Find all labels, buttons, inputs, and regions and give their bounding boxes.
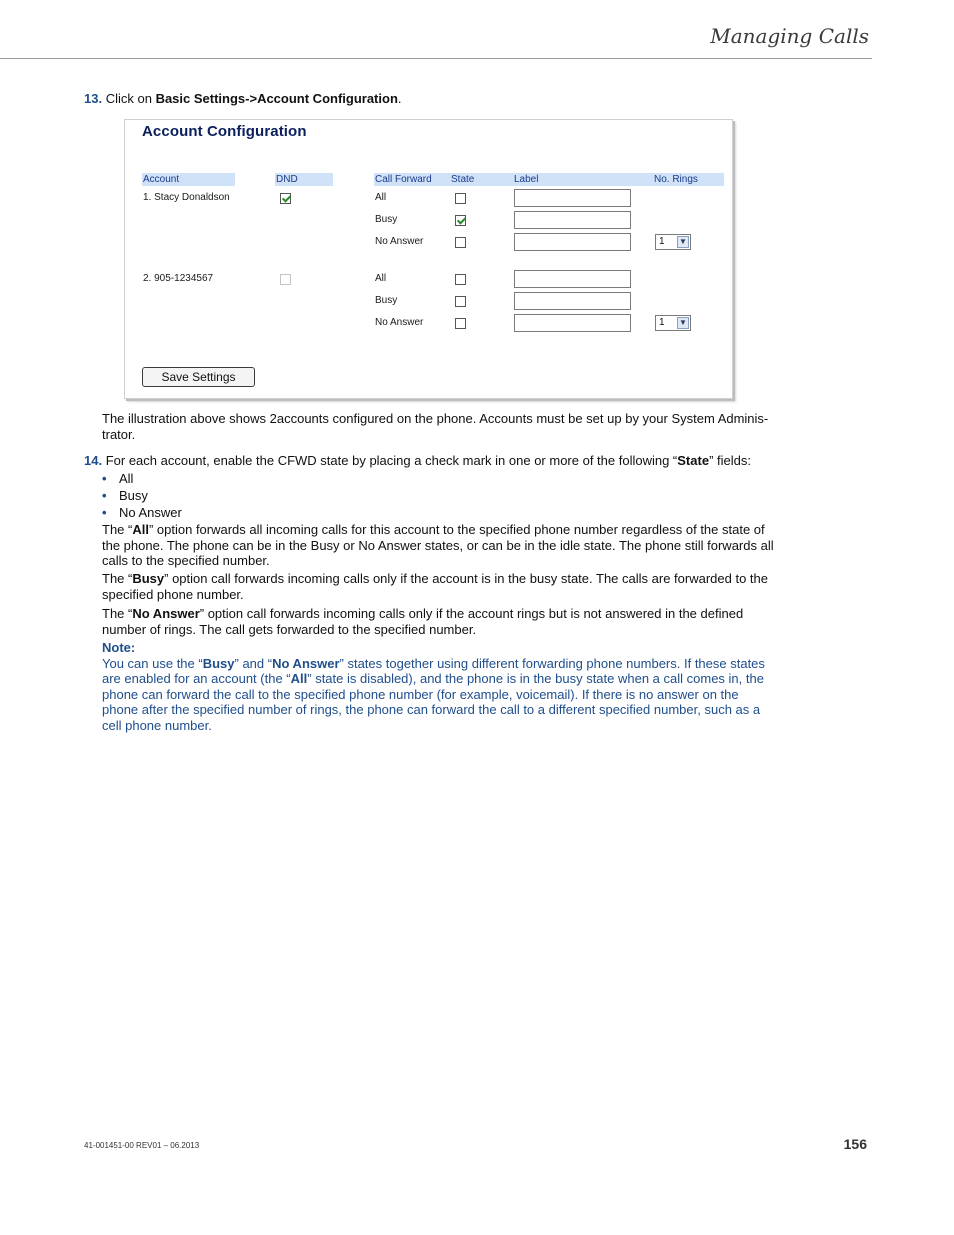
column-header-no-rings: No. Rings <box>653 173 724 186</box>
label-input[interactable] <box>514 314 631 332</box>
dnd-checkbox[interactable] <box>280 274 291 285</box>
paragraph-text: ” option call forwards incoming calls only if the account is in the busy state. The calls are forwarded to the specified phone number. <box>102 571 768 602</box>
page-number: 156 <box>843 1136 867 1152</box>
step-number: 14. <box>84 453 103 468</box>
no-rings-select[interactable] <box>655 315 691 331</box>
menu-path: Basic Settings->Account Configuration <box>155 91 398 106</box>
chevron-down-icon[interactable]: ▼ <box>677 317 689 329</box>
paragraph-text: ” option call forwards incoming calls only if the account rings but is not answered in the defined number of rings. The call gets forwarded to the specified number. <box>102 606 744 637</box>
list-item-text: Busy <box>119 488 148 503</box>
call-forward-mode: Busy <box>375 214 398 225</box>
step-text-end: . <box>397 91 402 106</box>
bullet-icon: • <box>102 505 107 520</box>
note-text: ” state is disabled), and the phone is in the busy state when a call comes in, the phone can forward the call to the specified phone number (for example, voicemail). If there is no answer on the phone after the specified number of rings, the phone can forward the call to a different specified number, such as a cell phone number. <box>102 671 764 733</box>
list-item-text: No Answer <box>119 505 182 520</box>
label-input[interactable] <box>514 270 631 288</box>
step-text-end: ” fields: <box>709 453 751 468</box>
state-checkbox[interactable] <box>455 274 466 285</box>
label-input[interactable] <box>514 292 631 310</box>
call-forward-mode: Busy <box>375 295 398 306</box>
list-item <box>102 470 182 487</box>
state-checkbox[interactable] <box>455 296 466 307</box>
step-text: For each account, enable the CFWD state by placing a check mark in one or more of the following “ <box>105 453 678 468</box>
paragraph-text: The “ <box>102 571 133 586</box>
column-header-state: State <box>450 173 513 186</box>
no-rings-select[interactable] <box>655 234 691 250</box>
account-configuration-panel <box>124 119 733 399</box>
page-header-title: Managing Calls <box>710 24 869 48</box>
note-keyword: Busy <box>202 655 235 671</box>
no-answer-option-paragraph <box>102 606 774 637</box>
label-input[interactable] <box>514 233 631 251</box>
label-input[interactable] <box>514 189 631 207</box>
accounts-paragraph: The illustration above shows 2accounts configured on the phone. Accounts must be set up by your System Adminis-trator. <box>102 411 769 442</box>
account-name: 2. 905-1234567 <box>143 273 214 284</box>
state-options-list <box>102 470 182 521</box>
step-13 <box>84 91 402 107</box>
list-item-text: All <box>119 471 134 486</box>
paragraph-text: The “ <box>102 606 133 621</box>
step-14 <box>84 453 751 469</box>
header-divider <box>0 58 872 59</box>
note-heading: Note: <box>102 640 136 655</box>
call-forward-mode: No Answer <box>375 236 424 247</box>
bullet-icon: • <box>102 488 107 503</box>
paragraph-text: ” option forwards all incoming calls for this account to the specified phone number regardless of the state of the phone. The phone can be in the Busy or No Answer states, or can be in the idle state. The phone still forwards all calls to the specified number. <box>102 522 774 568</box>
option-keyword: Busy <box>132 571 165 586</box>
state-checkbox[interactable] <box>455 215 466 226</box>
note-text: ” and “ <box>234 655 273 671</box>
call-forward-mode: No Answer <box>375 317 424 328</box>
column-header-dnd: DND <box>275 173 333 186</box>
option-keyword: All <box>132 522 149 537</box>
no-rings-value: 1 <box>659 317 665 328</box>
list-item <box>102 504 182 521</box>
all-option-paragraph <box>102 522 774 569</box>
panel-title: Account Configuration <box>142 123 307 140</box>
label-input[interactable] <box>514 211 631 229</box>
chevron-down-icon[interactable]: ▼ <box>677 236 689 248</box>
document-id: 41-001451-00 REV01 – 06.2013 <box>84 1141 200 1150</box>
account-name: 1. Stacy Donaldson <box>143 192 230 203</box>
option-keyword: No Answer <box>132 606 200 621</box>
no-rings-value: 1 <box>659 236 665 247</box>
step-text: Click on <box>105 91 156 106</box>
note-text: You can use the “ <box>102 655 203 671</box>
bullet-icon: • <box>102 471 107 486</box>
note-text: ” states together using different forwarding phone numbers. If these states are enabled for an account (the “ <box>102 655 765 686</box>
column-header-label: Label <box>513 173 653 186</box>
state-keyword: State <box>677 453 710 468</box>
state-checkbox[interactable] <box>455 193 466 204</box>
step-number: 13. <box>84 91 103 106</box>
state-checkbox[interactable] <box>455 318 466 329</box>
call-forward-mode: All <box>375 273 387 284</box>
save-settings-button[interactable]: Save Settings <box>142 367 255 387</box>
call-forward-mode: All <box>375 192 387 203</box>
note-body <box>102 656 774 734</box>
column-header-account: Account <box>142 173 235 186</box>
note-keyword: No Answer <box>272 655 340 671</box>
column-header-call-forward: Call Forward <box>374 173 450 186</box>
note-block <box>102 640 774 733</box>
state-checkbox[interactable] <box>455 237 466 248</box>
dnd-checkbox[interactable] <box>280 193 291 204</box>
note-keyword: All <box>290 671 308 686</box>
list-item <box>102 487 182 504</box>
paragraph-text: The “ <box>102 522 133 537</box>
busy-option-paragraph <box>102 571 774 602</box>
